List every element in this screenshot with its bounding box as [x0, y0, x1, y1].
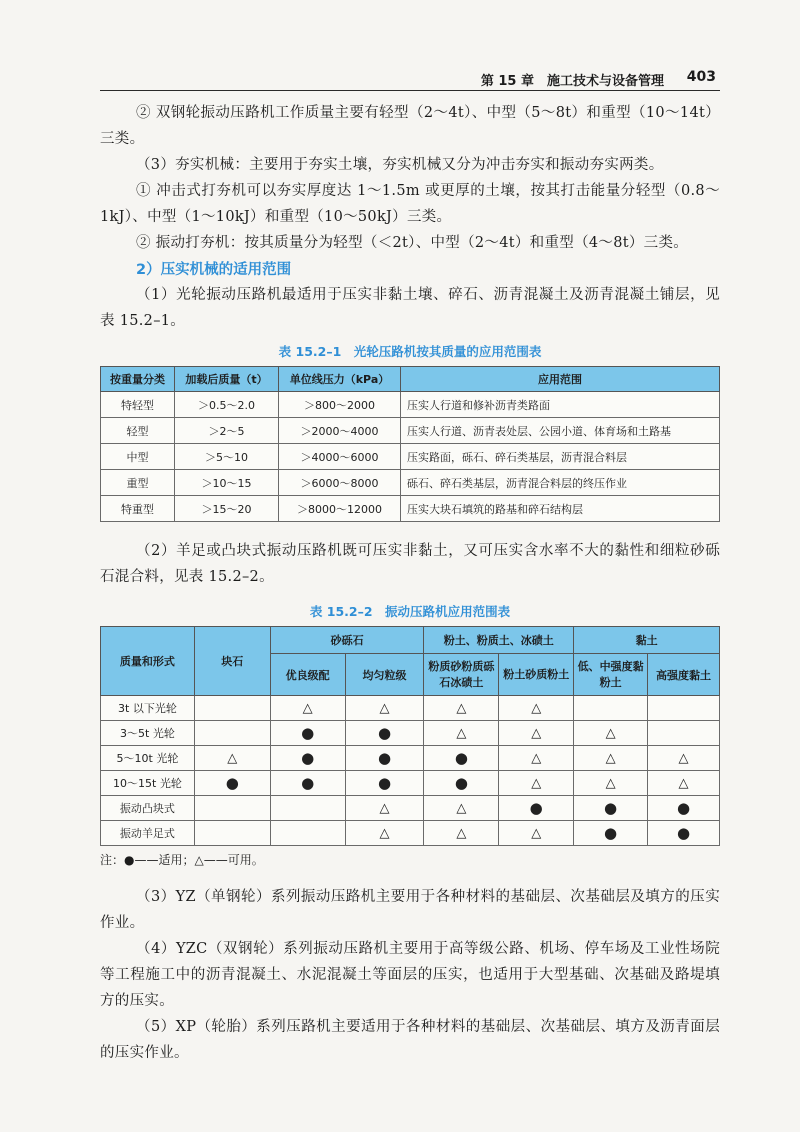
table-cell: △ [499, 696, 574, 721]
table-cell: ＞2000～4000 [279, 418, 401, 444]
table-cell: 压实路面，砾石、碎石类基层，沥青混合料层 [401, 444, 720, 470]
table1-header-cell: 单位线压力（kPa） [279, 367, 401, 392]
table2-header-cell: 质量和形式 [101, 627, 195, 696]
paragraph-3: ① 冲击式打夯机可以夯实厚度达 1～1.5m 或更厚的土壤，按其打击能量分轻型（0.8～1kJ）、中型（1～10kJ）和重型（10～50kJ）三类。 [100, 183, 720, 225]
table-cell [574, 696, 648, 721]
table1-header-cell: 按重量分类 [101, 367, 175, 392]
table-cell: △ [424, 721, 499, 746]
table2 [100, 626, 720, 846]
table-cell: ● [574, 821, 648, 846]
table-cell: △ [424, 696, 499, 721]
table-cell: 重型 [101, 470, 175, 496]
table-cell: ● [648, 796, 720, 821]
table-cell: △ [194, 746, 270, 771]
table-cell: △ [648, 746, 720, 771]
chapter-title: 第 15 章 施工技术与设备管理 [480, 74, 664, 89]
table-cell: 特重型 [101, 496, 175, 522]
table-cell: ● [345, 771, 424, 796]
table-cell: △ [574, 771, 648, 796]
table-cell: △ [499, 746, 574, 771]
table-cell: ● [345, 746, 424, 771]
table1-header-cell: 加载后质量（t） [175, 367, 279, 392]
table-cell: △ [424, 796, 499, 821]
paragraph-5: （1）光轮振动压路机最适用于压实非黏土壤、碎石、沥青混凝土及沥青混凝土铺层，见表 15.2–1。 [100, 287, 720, 329]
table1-title: 表 15.2–1 光轮压路机按其质量的应用范围表 [278, 344, 542, 359]
table-cell: 砾石、碎石类基层，沥青混合料层的终压作业 [401, 470, 720, 496]
paragraph-4: ② 振动打夯机：按其质量分为轻型（＜2t）、中型（2～4t）和重型（4～8t）三类。 [136, 235, 689, 251]
table2-header-cell: 砂砾石 [270, 627, 424, 654]
table-cell: 3t 以下光轮 [101, 696, 195, 721]
table-cell: 3～5t 光轮 [101, 721, 195, 746]
table-cell: ● [574, 796, 648, 821]
table-cell [648, 721, 720, 746]
table-cell: △ [648, 771, 720, 796]
table-row [101, 392, 720, 418]
table-row [101, 821, 720, 846]
table-cell: ● [270, 771, 345, 796]
paragraph-7: （3）YZ（单钢轮）系列振动压路机主要用于各种材料的基础层、次基础层及填方的压实作业。 [100, 889, 720, 931]
table-cell: ＞5～10 [175, 444, 279, 470]
table-cell: 压实人行道和修补沥青类路面 [401, 392, 720, 418]
table-cell: ＞8000～12000 [279, 496, 401, 522]
table-cell [194, 721, 270, 746]
table-row [101, 696, 720, 721]
table-cell [270, 796, 345, 821]
table-cell: 轻型 [101, 418, 175, 444]
table-cell: 特轻型 [101, 392, 175, 418]
table-cell: △ [574, 721, 648, 746]
table-row [101, 444, 720, 470]
table-cell: ● [270, 746, 345, 771]
table-cell: ● [648, 821, 720, 846]
table2-header-row [101, 627, 720, 654]
table-cell: 中型 [101, 444, 175, 470]
table-cell: ＞15～20 [175, 496, 279, 522]
table2-header-cell: 块石 [194, 627, 270, 696]
table-cell: △ [499, 771, 574, 796]
table-cell: 10～15t 光轮 [101, 771, 195, 796]
table2-title: 表 15.2–2 振动压路机应用范围表 [309, 604, 511, 619]
table-row [101, 771, 720, 796]
table1 [100, 366, 720, 522]
table-cell: ● [424, 771, 499, 796]
running-head [100, 68, 720, 91]
table-cell: ＞6000～8000 [279, 470, 401, 496]
table2-subheader-cell: 优良级配 [270, 654, 345, 696]
table-cell: ＞4000～6000 [279, 444, 401, 470]
table1-header-cell: 应用范围 [401, 367, 720, 392]
table2-subheader-cell: 粉质砂粉质砾石冰碛土 [424, 654, 499, 696]
table-cell: △ [345, 796, 424, 821]
table-row [101, 496, 720, 522]
table2-header-cell: 粉土、粉质土、冰碛土 [424, 627, 574, 654]
table-cell [270, 821, 345, 846]
table-cell [194, 821, 270, 846]
table-cell: ● [194, 771, 270, 796]
table-cell: ● [270, 721, 345, 746]
table-cell [194, 796, 270, 821]
paragraph-1: ② 双钢轮振动压路机工作质量主要有轻型（2～4t）、中型（5～8t）和重型（10～14t）三类。 [100, 105, 720, 147]
paragraph-9: （5）XP（轮胎）系列压路机主要适用于各种材料的基础层、次基础层、填方及沥青面层的压实作业。 [100, 1019, 720, 1061]
table-cell [648, 696, 720, 721]
table-cell: △ [574, 746, 648, 771]
table-cell: ● [345, 721, 424, 746]
table-cell: 振动羊足式 [101, 821, 195, 846]
paragraph-6: （2）羊足或凸块式振动压路机既可压实非黏土，又可压实含水率不大的黏性和细粒砂砾石混合料，见表 15.2–2。 [100, 543, 720, 585]
table-cell: ＞2～5 [175, 418, 279, 444]
table-cell [194, 696, 270, 721]
table-cell: △ [499, 821, 574, 846]
section-heading: 2）压实机械的适用范围 [136, 262, 292, 278]
table-cell: 振动凸块式 [101, 796, 195, 821]
table2-subheader-cell: 高强度黏土 [648, 654, 720, 696]
table-cell: ● [499, 796, 574, 821]
page-number: 403 [686, 69, 716, 85]
table2-subheader-cell: 均匀粒级 [345, 654, 424, 696]
table-cell: △ [345, 696, 424, 721]
table-row [101, 418, 720, 444]
table-cell: △ [270, 696, 345, 721]
table2-subheader-cell: 低、中强度黏粉土 [574, 654, 648, 696]
table1-header-row [101, 367, 720, 392]
table-row [101, 721, 720, 746]
table-cell: 5～10t 光轮 [101, 746, 195, 771]
paragraph-8: （4）YZC（双钢轮）系列振动压路机主要用于高等级公路、机场、停车场及工业性场院等工程施工中的沥青混凝土、水泥混凝土等面层的压实，也适用于大型基础、次基础及路堤填方的压实。 [100, 941, 720, 1009]
table-cell: 压实人行道、沥青表处层、公园小道、体育场和土路基 [401, 418, 720, 444]
table-cell: ＞0.5～2.0 [175, 392, 279, 418]
table-cell: △ [345, 821, 424, 846]
table-cell: △ [424, 821, 499, 846]
table2-header-cell: 黏土 [574, 627, 720, 654]
table-cell: △ [499, 721, 574, 746]
table2-subheader-cell: 粉土砂质粉土 [499, 654, 574, 696]
table-cell: ＞10～15 [175, 470, 279, 496]
table-row [101, 796, 720, 821]
table-cell: ＞800～2000 [279, 392, 401, 418]
table-row [101, 470, 720, 496]
table2-note: 注：●——适用；△——可用。 [100, 853, 264, 867]
table-cell: 压实大块石填筑的路基和碎石结构层 [401, 496, 720, 522]
table-row [101, 746, 720, 771]
paragraph-2: （3）夯实机械：主要用于夯实土壤，夯实机械又分为冲击夯实和振动夯实两类。 [136, 157, 664, 173]
table-cell: ● [424, 746, 499, 771]
